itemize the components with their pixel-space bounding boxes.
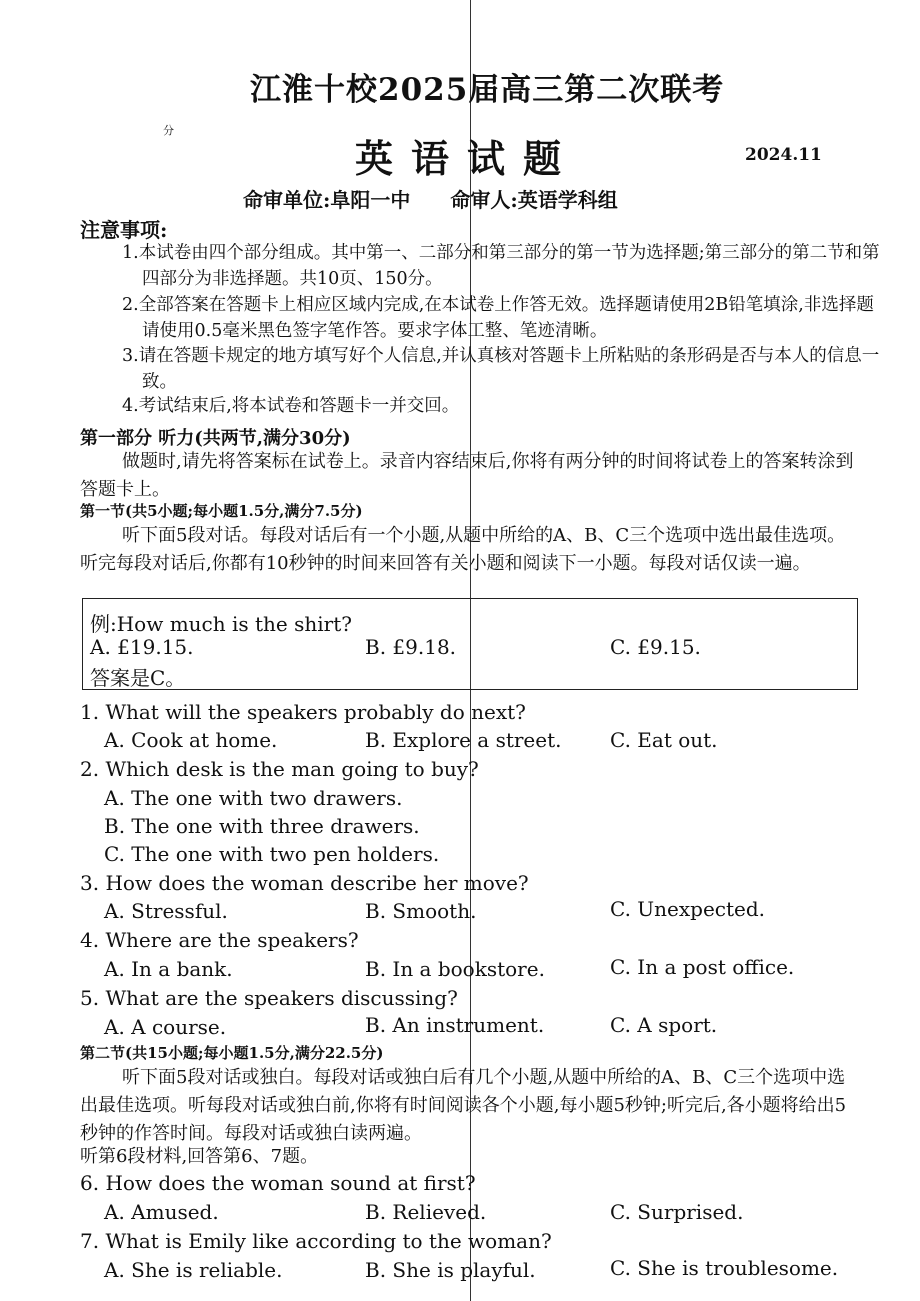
q3-option-c: C. Unexpected. (610, 897, 766, 921)
q5-option-a: A. A course. (104, 1015, 227, 1039)
q1-option-c: C. Eat out. (610, 728, 718, 752)
question-3: 3. How does the woman describe her move? (80, 871, 529, 895)
q4-option-a: A. In a bank. (104, 957, 233, 981)
notes-title: 注意事项: (80, 218, 168, 242)
q7-option-c: C. She is troublesome. (610, 1256, 839, 1280)
q2-option-a: A. The one with two drawers. (104, 786, 403, 810)
section1-heading: 第一节(共5小题;每小题1.5分,满分7.5分) (80, 502, 363, 520)
q2-option-b: B. The one with three drawers. (104, 814, 420, 838)
q3-option-a: A. Stressful. (104, 899, 228, 923)
example-option-a: A. £19.15. (90, 635, 194, 659)
q4-option-c: C. In a post office. (610, 955, 795, 979)
part1-heading: 第一部分 听力(共两节,满分30分) (80, 428, 351, 449)
author-line (243, 184, 658, 213)
question-1: 1. What will the speakers probably do next? (80, 700, 526, 724)
q3-option-b: B. Smooth. (365, 899, 477, 923)
q7-option-a: A. She is reliable. (104, 1258, 283, 1282)
material-6-note: 听第6段材料,回答第6、7题。 (80, 1146, 319, 1167)
section2-heading: 第二节(共15小题;每小题1.5分,满分22.5分) (80, 1044, 384, 1062)
section2-instruction: 听下面5段对话或独白。每段对话或独白后有几个小题,从题中所给的A、B、C三个选项中选出最佳选项。听每段对话或独白前,你将有时间阅读各个小题,每小题5秒钟;听完后,各小题将给出5秒钟的作答时间。每段对话或独白读两遍。 (80, 1067, 847, 1144)
note-item-3: 3.请在答题卡规定的地方填写好个人信息,并认真核对答题卡上所粘贴的条形码是否与本人的信息一致。 (122, 346, 880, 392)
q6-option-a: A. Amused. (104, 1200, 219, 1224)
exam-date: 2024.11 (745, 145, 822, 165)
side-mark: 分 (163, 124, 174, 137)
note-item-1: 1.本试卷由四个部分组成。其中第一、二部分和第三部分的第一节为选择题;第三部分的第二节和第四部分为非选择题。共10页、150分。 (122, 243, 880, 289)
author-reviewer: 命审人:英语学科组 (450, 188, 618, 212)
example-question: 例:How much is the shirt? (90, 612, 352, 636)
question-5: 5. What are the speakers discussing? (80, 986, 458, 1010)
q7-option-b: B. She is playful. (365, 1258, 536, 1282)
note-item-2: 2.全部答案在答题卡上相应区域内完成,在本试卷上作答无效。选择题请使用2B铅笔填涂,非选择题请使用0.5毫米黑色签字笔作答。要求字体工整、笔迹清晰。 (122, 295, 874, 341)
q5-option-c: C. A sport. (610, 1013, 718, 1037)
q6-option-b: B. Relieved. (365, 1200, 487, 1224)
example-option-c: C. £9.15. (610, 635, 701, 659)
q1-option-b: B. Explore a street. (365, 728, 562, 752)
example-option-b: B. £9.18. (365, 635, 457, 659)
author-unit: 命审单位:阜阳一中 (243, 188, 411, 212)
q5-option-b: B. An instrument. (365, 1013, 545, 1037)
q6-option-c: C. Surprised. (610, 1200, 744, 1224)
q1-option-a: A. Cook at home. (104, 728, 278, 752)
q4-option-b: B. In a bookstore. (365, 957, 545, 981)
question-2: 2. Which desk is the man going to buy? (80, 757, 479, 781)
subject-title: 英语试题 (355, 136, 580, 181)
section1-instruction: 听下面5段对话。每段对话后有一个小题,从题中所给的A、B、C三个选项中选出最佳选项。听完每段对话后,你都有10秒钟的时间来回答有关小题和阅读下一小题。每段对话仅读一遍。 (80, 525, 846, 574)
question-6: 6. How does the woman sound at first? (80, 1171, 476, 1195)
q2-option-c: C. The one with two pen holders. (104, 842, 440, 866)
note-item-4: 4.考试结束后,将本试卷和答题卡一并交回。 (122, 396, 460, 416)
question-7: 7. What is Emily like according to the woman? (80, 1229, 552, 1253)
example-answer: 答案是C。 (90, 666, 186, 690)
exam-title: 江淮十校2025届高三第二次联考 (250, 72, 725, 108)
part1-instruction: 做题时,请先将答案标在试卷上。录音内容结束后,你将有两分钟的时间将试卷上的答案转涂到答题卡上。 (80, 451, 854, 500)
question-4: 4. Where are the speakers? (80, 928, 359, 952)
